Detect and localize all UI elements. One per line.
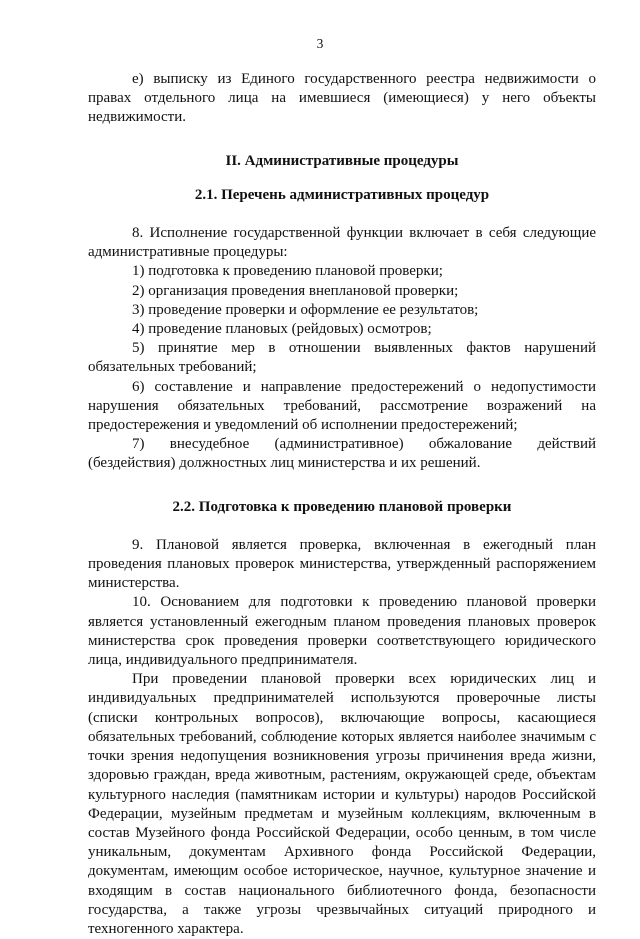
- list-item-7: 7) внесудебное (административное) обжалование действий (бездействия) должностных лиц министерства и их решений.: [88, 436, 596, 472]
- paragraph-checklists: При проведении плановой проверки всех юридических лиц и индивидуальных предпринимателей используются проверочные листы (списки контрольных вопросов), включающие вопросы, касающиеся обязательных требований, соблюдение которых является наиболее значимым с точки зрения недопущения возникновения угрозы причинения вреда жизни, здоровью граждан, вреда животным, растениям, окружающей среде, объектам культурного наследия (памятникам истории и культуры) народов Российской Федерации, музейным предметам и музейным коллекциям, включенным в состав Музейного фонда Российской Федерации, особо ценным, в том числе уникальным, документам Архивного фонда Российской Федерации, документам, имеющим особое историческое, научное, культурное значение и входящим в состав национального библиотечного фонда, безопасности государства, а также угрозы чрезвычайных ситуаций природного и техногенного характера.: [88, 671, 596, 937]
- list-item-5: 5) принятие мер в отношении выявленных фактов нарушений обязательных требований;: [88, 340, 596, 376]
- paragraph-8: 8. Исполнение государственной функции включает в себя следующие административные процедуры:: [88, 225, 596, 261]
- list-item-3: 3) проведение проверки и оформление ее результатов;: [132, 301, 479, 318]
- paragraph-9: 9. Плановой является проверка, включенная в ежегодный план проведения плановых проверок министерства, утвержденный распоряжением министерства.: [88, 536, 596, 592]
- list-item-2: 2) организация проведения внеплановой проверки;: [132, 282, 459, 299]
- section-heading: II. Административные процедуры: [225, 152, 459, 169]
- list-item-6: 6) составление и направление предостережений о недопустимости нарушения обязательных требований, рассмотрение возражений на предостережения и уведомлений об исполнении предостережений;: [88, 378, 596, 434]
- subsection-2-heading: 2.2. Подготовка к проведению плановой проверки: [172, 498, 512, 515]
- list-item-1: 1) подготовка к проведению плановой проверки;: [132, 263, 443, 280]
- page-number: 3: [316, 36, 324, 51]
- subsection-1-heading: 2.1. Перечень административных процедур: [194, 186, 490, 203]
- paragraph-10: 10. Основанием для подготовки к проведению плановой проверки является установленный ежегодным планом проведения плановых проверок министерства срок проведения проверки соответствующего юридического лица, индивидуального предпринимателя.: [88, 594, 596, 669]
- intro-item-e: е) выписку из Единого государственного реестра недвижимости о правах отдельного лица на имевшиеся (имеющиеся) у него объекты недвижимости.: [88, 71, 596, 126]
- document-body: [88, 70, 596, 939]
- list-item-4: 4) проведение плановых (рейдовых) осмотров;: [132, 321, 432, 338]
